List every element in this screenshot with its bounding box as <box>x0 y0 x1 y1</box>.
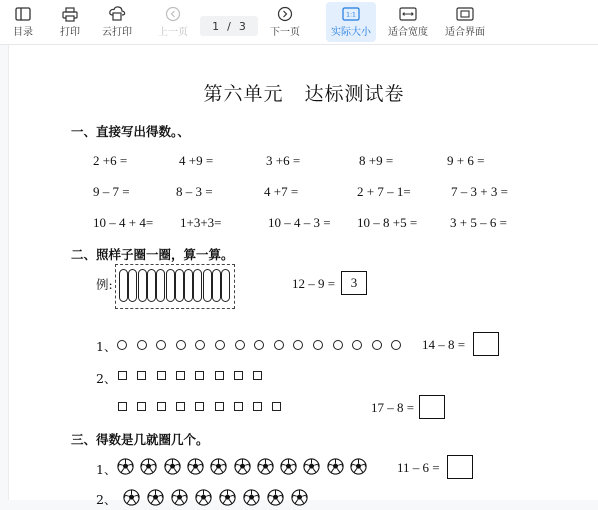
counting-stick <box>203 269 212 302</box>
print-button[interactable] <box>56 4 84 42</box>
soccer-ball-icon <box>257 458 274 479</box>
example-label: 例: <box>96 277 113 292</box>
soccer-ball-icon <box>210 458 227 479</box>
soccer-ball-icon <box>140 458 157 479</box>
square-shape <box>215 371 224 380</box>
circle-shape <box>293 340 303 350</box>
s3-q2-label: 2、 <box>96 492 117 507</box>
counting-stick <box>147 269 156 302</box>
square-shape <box>137 402 146 411</box>
counting-stick <box>138 269 147 302</box>
fit-page-icon <box>455 4 475 24</box>
counting-stick <box>212 269 221 302</box>
counting-stick <box>184 269 193 302</box>
fit-width-button[interactable] <box>386 4 430 42</box>
square-shape <box>195 402 204 411</box>
next-page-button[interactable] <box>268 4 302 42</box>
square-shape <box>118 371 127 380</box>
page-number-input[interactable] <box>200 16 258 36</box>
circle-shape <box>176 340 186 350</box>
counting-stick <box>166 269 175 302</box>
equation: 4 +9 = <box>179 153 214 168</box>
q2-label: 2、 <box>96 371 117 386</box>
equation: 9 + 6 = <box>447 153 485 168</box>
catalog-button[interactable] <box>10 4 36 42</box>
q1-equation: 14 – 8 = <box>422 337 466 352</box>
section2-heading: 二、照样子圈一圈，算一算。 <box>71 247 234 262</box>
actual-size-icon <box>341 4 361 24</box>
circle-shape <box>313 340 323 350</box>
counting-stick <box>221 269 230 302</box>
soccer-ball-icon <box>327 458 344 479</box>
cloud-printer-icon <box>107 4 127 24</box>
square-shape <box>253 371 262 380</box>
q2-answer-box[interactable] <box>419 395 445 419</box>
print-label: 打印 <box>60 27 80 38</box>
prev-page-button[interactable] <box>156 4 190 42</box>
counting-stick <box>119 269 128 302</box>
circle-shape <box>372 340 382 350</box>
square-shape <box>157 402 166 411</box>
soccer-ball-icon <box>164 458 181 479</box>
q1-label: 1、 <box>96 339 117 354</box>
q1-answer-box[interactable] <box>473 332 499 356</box>
soccer-ball-icon <box>280 458 297 479</box>
fit-width-icon <box>398 4 418 24</box>
fit-page-label: 适合界面 <box>445 27 485 38</box>
total-pages: 3 <box>238 19 246 33</box>
equation: 2 +6 = <box>93 153 128 168</box>
square-shape <box>137 371 146 380</box>
equation: 2 + 7 – 1= <box>357 184 411 199</box>
catalog-label: 目录 <box>13 27 33 38</box>
document-page <box>8 45 598 507</box>
s3-q1-equation: 11 – 6 = <box>397 460 440 475</box>
circle-shape <box>156 340 166 350</box>
equation: 9 – 7 = <box>93 184 130 199</box>
square-shape <box>215 402 224 411</box>
section1-heading: 一、直接写出得数。、 <box>71 124 190 139</box>
equation: 8 +9 = <box>359 153 394 168</box>
circle-shape <box>235 340 245 350</box>
equation: 10 – 4 – 3 = <box>268 215 331 230</box>
circle-shape <box>215 340 225 350</box>
chevron-right-icon <box>275 4 295 24</box>
fit-page-button[interactable] <box>442 4 488 42</box>
cloud-print-button[interactable] <box>100 4 134 42</box>
square-shape <box>234 371 243 380</box>
circle-shape <box>333 340 343 350</box>
soccer-ball-icon <box>234 458 251 479</box>
equation: 1+3+3= <box>180 215 222 230</box>
prev-page-label: 上一页 <box>158 27 188 38</box>
equation: 10 – 8 +5 = <box>357 215 418 230</box>
page-title: 第六单元 达标测试卷 <box>203 83 405 105</box>
square-shape <box>272 402 281 411</box>
printer-icon <box>60 4 80 24</box>
equation: 3 + 5 – 6 = <box>450 215 507 230</box>
equation: 8 – 3 = <box>176 184 213 199</box>
circle-shape <box>352 340 362 350</box>
q2-equation: 17 – 8 = <box>371 400 415 415</box>
page-separator: / <box>227 19 231 33</box>
example-equation: 12 – 9 = <box>292 276 336 291</box>
square-shape <box>157 371 166 380</box>
equation: 10 – 4 + 4= <box>93 215 154 230</box>
square-shape <box>118 402 127 411</box>
circle-shape <box>117 340 127 350</box>
next-page-label: 下一页 <box>270 27 300 38</box>
s3-q1-label: 1、 <box>96 462 117 477</box>
equation: 7 – 3 + 3 = <box>451 184 508 199</box>
section3-heading: 三、得数是几就圈几个。 <box>71 432 209 447</box>
sidebar-icon <box>13 4 33 24</box>
counting-stick <box>156 269 165 302</box>
toolbar <box>0 0 598 45</box>
actual-size-button[interactable] <box>326 2 376 42</box>
soccer-ball-icon <box>117 458 134 479</box>
chevron-left-icon <box>163 4 183 24</box>
circle-shape <box>137 340 147 350</box>
square-shape <box>253 402 262 411</box>
square-shape <box>234 402 243 411</box>
square-shape <box>176 402 185 411</box>
equation: 4 +7 = <box>264 184 299 199</box>
square-shape <box>176 371 185 380</box>
soccer-ball-icon <box>350 458 367 479</box>
circle-shape <box>391 340 401 350</box>
actual-size-label: 实际大小 <box>331 27 371 38</box>
s3-q1-answer-box[interactable] <box>447 455 473 479</box>
equation: 3 +6 = <box>266 153 301 168</box>
circle-shape <box>254 340 264 350</box>
square-shape <box>195 371 204 380</box>
cloud-print-label: 云打印 <box>102 27 132 38</box>
soccer-ball-icon <box>187 458 204 479</box>
fit-width-label: 适合宽度 <box>388 27 428 38</box>
counting-stick <box>175 269 184 302</box>
soccer-ball-icon <box>303 458 320 479</box>
current-page: 1 <box>212 19 220 33</box>
counting-stick <box>193 269 202 302</box>
circle-shape <box>195 340 205 350</box>
circle-shape <box>274 340 284 350</box>
actual-size-icon-text: 1:1 <box>346 11 356 19</box>
example-answer-box: 3 <box>341 271 367 295</box>
counting-stick <box>128 269 137 302</box>
